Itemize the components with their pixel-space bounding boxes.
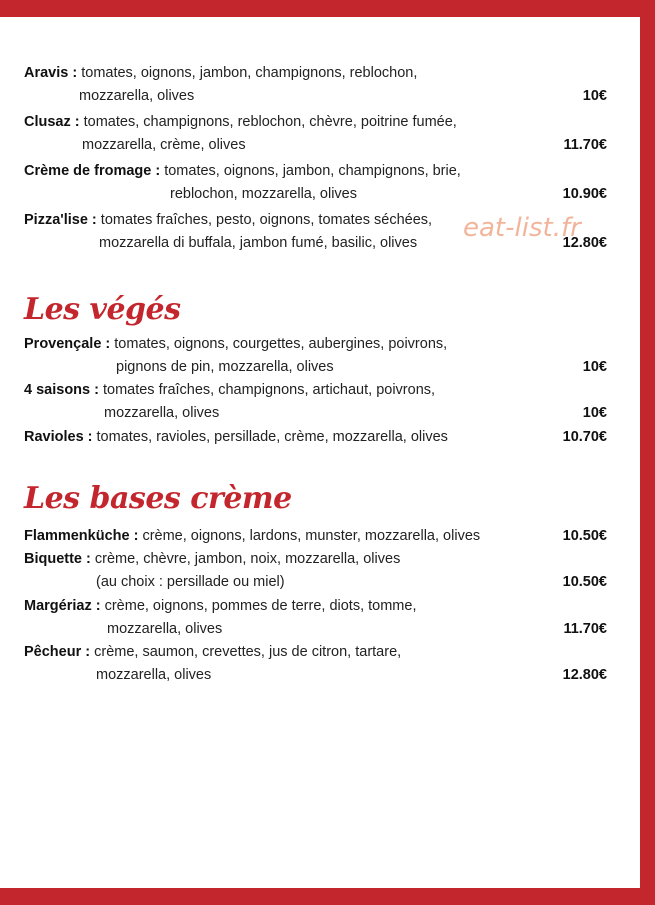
item-price: 11.70€: [563, 621, 607, 637]
item-name: Pêcheur :: [24, 644, 91, 660]
item-ingredients-cont: reblochon, mozzarella, olives: [170, 186, 357, 202]
item-price: 11.70€: [563, 137, 607, 153]
item-price: 10.70€: [562, 429, 607, 445]
item-ingredients: tomates, oignons, jambon, champignons, reblochon,: [77, 65, 418, 81]
item-ingredients: tomates, oignons, jambon, champignons, brie,: [160, 163, 461, 179]
section-title-bases-creme: Les bases crème: [24, 481, 292, 516]
item-name: Aravis :: [24, 65, 78, 81]
menu-page: [0, 17, 640, 888]
item-ingredients: tomates fraîches, champignons, artichaut, poivrons,: [98, 382, 436, 398]
section-title-veges: Les végés: [24, 292, 181, 327]
item-price: 10.50€: [562, 528, 607, 544]
item-price: 12.80€: [562, 667, 607, 683]
item-ingredients-cont: mozzarella di buffala, jambon fumé, basilic, olives: [99, 235, 418, 251]
item-ingredients: tomates, ravioles, persillade, crème, mozzarella, olives: [92, 429, 448, 445]
item-ingredients-cont: (au choix : persillade ou miel): [96, 574, 285, 590]
item-name: 4 saisons :: [24, 382, 99, 398]
item-ingredients: tomates, oignons, courgettes, aubergines, poivrons,: [110, 336, 448, 352]
item-price: 10€: [582, 88, 607, 104]
item-ingredients-cont: mozzarella, olives: [107, 621, 223, 637]
item-ingredients-cont: mozzarella, olives: [79, 88, 195, 104]
item-price: 10€: [582, 359, 607, 375]
item-price: 10.90€: [562, 186, 607, 202]
item-name: Biquette :: [24, 551, 91, 567]
item-price: 10.50€: [562, 574, 607, 590]
item-ingredients: crème, oignons, lardons, munster, mozzarella, olives: [138, 528, 481, 544]
item-name: Crème de fromage :: [24, 163, 161, 179]
item-name: Margériaz :: [24, 598, 101, 614]
item-ingredients: crème, chèvre, jambon, noix, mozzarella, olives: [90, 551, 401, 567]
watermark: eat-list.fr: [463, 213, 581, 243]
item-name: Clusaz :: [24, 114, 80, 130]
item-name: Ravioles :: [24, 429, 93, 445]
item-ingredients-cont: mozzarella, crème, olives: [82, 137, 246, 153]
item-ingredients: tomates fraîches, pesto, oignons, tomates séchées,: [96, 212, 433, 228]
item-ingredients: tomates, champignons, reblochon, chèvre, poitrine fumée,: [79, 114, 457, 130]
item-ingredients-cont: mozzarella, olives: [104, 405, 220, 421]
item-name: Flammenküche :: [24, 528, 139, 544]
item-ingredients: crème, oignons, pommes de terre, diots, tomme,: [100, 598, 417, 614]
item-name: Pizza'lise :: [24, 212, 97, 228]
item-price: 12.80€: [562, 235, 607, 251]
item-ingredients: crème, saumon, crevettes, jus de citron, tartare,: [90, 644, 402, 660]
item-ingredients-cont: pignons de pin, mozzarella, olives: [116, 359, 334, 375]
item-name: Provençale :: [24, 336, 111, 352]
item-ingredients-cont: mozzarella, olives: [96, 667, 212, 683]
item-price: 10€: [582, 405, 607, 421]
